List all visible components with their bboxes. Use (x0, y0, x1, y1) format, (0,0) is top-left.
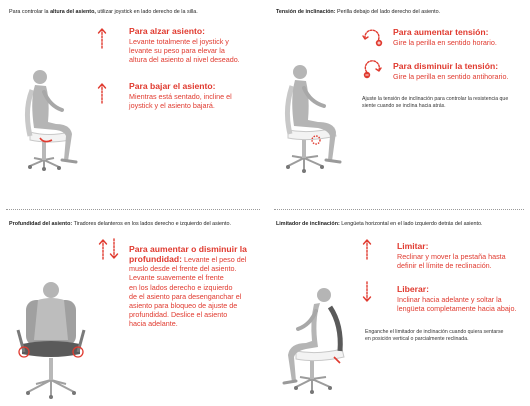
seat-height-intro: Para controlar la altura del asiento, utilizar joystick en lado derecho de la silla. (9, 9, 198, 15)
arrow-up-icon (97, 27, 107, 49)
decrease-tension-heading: Para disminuir la tensión: (393, 61, 499, 71)
person-chair-front-view-illustration (8, 280, 94, 400)
rotate-clockwise-plus-icon (361, 26, 385, 48)
lower-seat-heading: Para bajar el asiento: (129, 81, 216, 91)
section-divider (274, 209, 524, 210)
seat-depth-intro: Profundidad del asiento: Tiradores delanteros en los lados derecho e izquierdo del asiento. (9, 221, 232, 227)
tilt-limiter-note: Enganche el limitador de inclinación cuando quiera sentarse en posición vertical o parcialmente reclinada. (365, 329, 504, 342)
seated-person-chair-illustration (270, 60, 355, 175)
increase-tension-text: Gire la perilla en sentido horario. (393, 38, 497, 47)
seated-person-chair-illustration (4, 0, 94, 175)
release-heading: Liberar: (397, 284, 429, 294)
release-instructions: Inclinar hacia adelante y soltar la lengüeta completamente hacia abajo. (397, 295, 517, 314)
seat-depth-instructions: Para aumentar o disminuir la profundidad: Levante el peso del muslo desde el frente del asiento. Levante suavemente el frente en los lados derecho e izquierdo de el asiento para desenganchar el asiento para bloqueo de ajuste de profundidad. Deslice el asiento hacia adelante. (129, 244, 247, 329)
decrease-tension-text: Gire la perilla en sentido antihorario. (393, 72, 509, 81)
seated-person-chair-illustration (276, 285, 360, 397)
arrow-up-down-icon (98, 238, 120, 260)
section-divider (6, 209, 260, 210)
raise-seat-heading: Para alzar asiento: (129, 26, 205, 36)
arrow-down-icon (362, 281, 372, 303)
tilt-tension-note: Ajuste la tensión de inclinación para controlar la resistencia que siente cuando se inclina hacia atrás. (362, 96, 509, 109)
limit-heading: Limitar: (397, 241, 429, 251)
tilt-limiter-intro: Limitador de inclinación: Lengüeta horizontal en el lado izquierdo detrás del asiento. (276, 221, 483, 227)
limit-instructions: Reclinar y mover la pestaña hasta definir el límite de reclinación. (397, 252, 506, 271)
arrow-up-icon (362, 238, 372, 260)
tilt-tension-intro: Tensión de inclinación: Perilla debajo del lado derecho del asiento. (276, 9, 441, 15)
increase-tension-heading: Para aumentar tensión: (393, 27, 489, 37)
raise-seat-instructions: Levante totalmente el joystick y levante su peso para elevar la altura del asiento al nivel deseado. (129, 37, 240, 65)
arrow-up-icon (97, 82, 107, 104)
rotate-counterclockwise-minus-icon (361, 58, 385, 80)
lower-seat-instructions: Mientras está sentado, incline el joystick y el asiento bajará. (129, 92, 232, 111)
